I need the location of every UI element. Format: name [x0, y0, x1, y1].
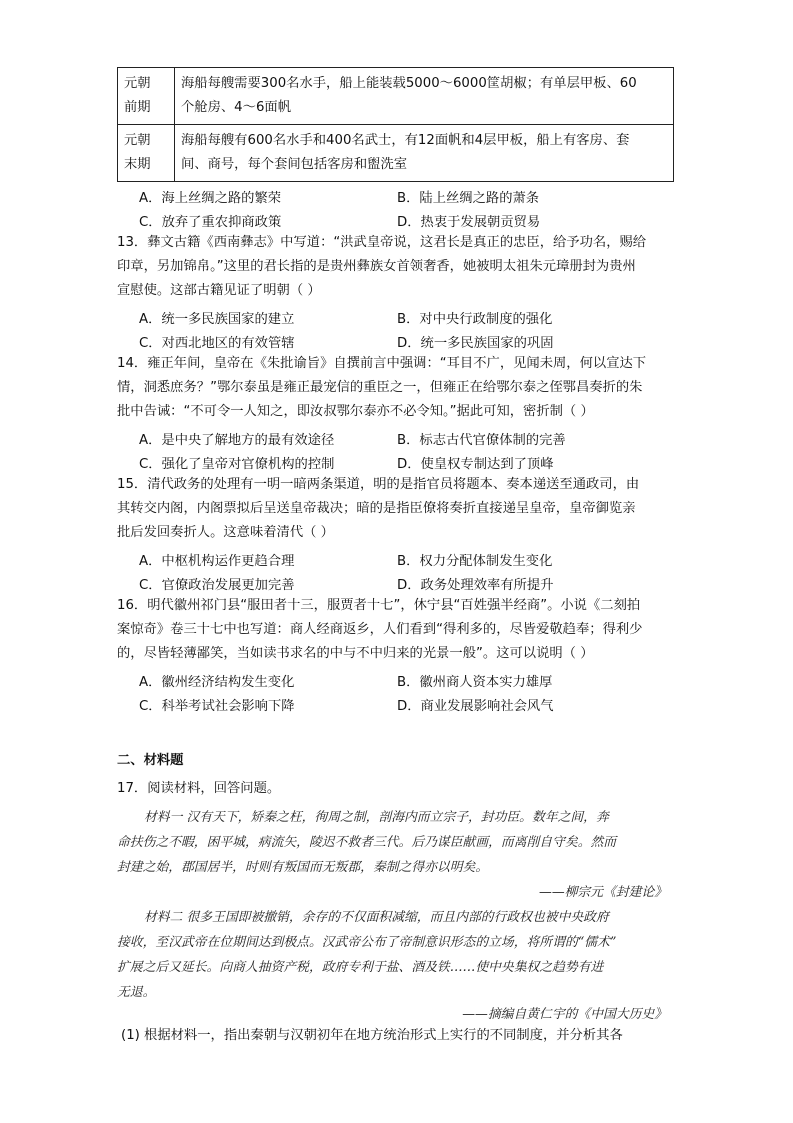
option-a: A．中枢机构运作更趋合理: [139, 554, 295, 569]
table-row: [118, 125, 674, 182]
option-d: D．统一多民族国家的巩固: [397, 336, 554, 351]
era-cell: [118, 125, 175, 182]
era-label: 元朝 末期: [124, 133, 151, 172]
era-label: 元朝 前期: [124, 76, 151, 115]
material-text: 材料二 很多王国即被撤销，余存的不仅面积减缩，而且内部的行政权也被中央政府: [144, 910, 609, 925]
option-c: C．科举考试社会影响下降: [139, 699, 295, 714]
option-d: D．商业发展影响社会风气: [397, 699, 554, 714]
question-text: 17．阅读材料，回答问题。: [117, 781, 281, 796]
question-text: 的，尽皆轻薄鄙笑，当如读书求名的中与不中归来的光景一般”。这可以说明（ ）: [117, 646, 594, 661]
material-source: ——摘编自黄仁宇的《中国大历史》: [462, 1007, 667, 1022]
option-a: A．海上丝绸之路的繁荣: [139, 191, 282, 206]
option-b: B．陆上丝绸之路的萧条: [397, 191, 540, 206]
description-line: 个舱房、4～6面帆: [181, 100, 291, 115]
question-text: 印章，另加锦帛。”这里的君长指的是贵州彝族女首领奢香，她被明太祖朱元璋册封为贵州: [117, 259, 636, 274]
description-line: 海船每艘需要300名水手，船上能装载5000～6000筐胡椒；有单层甲板、60: [181, 76, 637, 91]
question-text: 批中告诫：“不可令一人知之，即汝叔鄂尔泰亦不必令知。”据此可知，密折制（ ）: [117, 404, 594, 419]
question-text: 其转交内阁，内阁票拟后呈送皇帝裁决；暗的是指臣僚将奏折直接递呈皇帝，皇帝御览亲: [117, 501, 636, 516]
question-text: 宣慰使。这部古籍见证了明朝（ ）: [117, 283, 321, 298]
option-c: C．对西北地区的有效管辖: [139, 336, 295, 351]
description-line: 海船每艘有600名水手和400名武士，有12面帆和4层甲板，船上有客房、套: [181, 133, 630, 148]
option-c: C．放弃了重农抑商政策: [139, 215, 282, 230]
option-b: B．标志古代官僚体制的完善: [397, 433, 566, 448]
question-text: 批后发回奏折人。这意味着清代（ ）: [117, 525, 334, 540]
question-text: 情，洞悉庶务？”鄂尔泰虽是雍正最宠信的重臣之一，但雍正在给鄂尔泰之侄鄂昌奏折的朱: [117, 380, 643, 395]
question-text: 16．明代徽州祁门县“服田者十三，服贾者十七”，休宁县“百姓强半经商”。小说《二刻拍: [117, 598, 641, 613]
option-c: C．强化了皇帝对官僚机构的控制: [139, 457, 335, 472]
question-text: 案惊奇》卷三十七中也写道：商人经商返乡，人们看到“得利多的，尽皆爱敬趋奉；得利少: [117, 622, 643, 637]
question-text: 14．雍正年间，皇帝在《朱批谕旨》自撰前言中强调：“耳目不广，见闻未周，何以宣达下: [117, 356, 647, 371]
material-text: 扩展之后又延长。向商人抽资产税，政府专利于盐、酒及铁……使中央集权之趋势有进: [117, 960, 604, 975]
section-heading: 二、材料题: [117, 753, 184, 768]
option-d: D．热衷于发展朝贡贸易: [397, 215, 541, 230]
material-text: 封建之始，郡国居半，时则有叛国而无叛郡，秦制之得亦以明矣。: [117, 860, 489, 875]
option-c: C．官僚政治发展更加完善: [139, 578, 295, 593]
option-b: B．权力分配体制发生变化: [397, 554, 553, 569]
material-text: 命扶伤之不暇，困平城，病流矢，陵迟不救者三代。后乃谋臣献画，而离削自守矣。然而: [117, 835, 617, 850]
question-text: 13．彝文古籍《西南彝志》中写道：“洪武皇帝说，这君长是真正的忠臣，给予功名，赐给: [117, 235, 647, 250]
option-d: D．政务处理效率有所提升: [397, 578, 554, 593]
description-line: 间、商号，每个套间包括客房和盥洗室: [181, 157, 408, 172]
option-d: D．使皇权专制达到了顶峰: [397, 457, 554, 472]
option-a: A．是中央了解地方的最有效途径: [139, 433, 335, 448]
table-row: [118, 68, 674, 125]
question-text: 15．清代政务的处理有一明一暗两条渠道，明的是指官员将题本、奏本递送至通政司，由: [117, 477, 640, 492]
ship-comparison-table: [117, 67, 674, 182]
era-cell: [118, 68, 175, 125]
material-text: 无退。: [117, 985, 156, 1000]
option-b: B．对中央行政制度的强化: [397, 312, 553, 327]
sub-question: (1) 根据材料一，指出秦朝与汉朝初年在地方统治形式上实行的不同制度，并分析其各: [121, 1028, 623, 1043]
option-b: B．徽州商人资本实力雄厚: [397, 675, 553, 690]
description-cell: [175, 68, 674, 125]
description-cell: [175, 125, 674, 182]
material-source: ——柳宗元《封建论》: [539, 885, 667, 900]
material-text: 材料一 汉有天下，矫秦之枉，徇周之制，剖海内而立宗子，封功臣。数年之间，奔: [144, 810, 609, 825]
option-a: A．统一多民族国家的建立: [139, 312, 295, 327]
material-text: 接收，至汉武帝在位期间达到极点。汉武帝公布了帝制意识形态的立场，将所谓的“儒术”: [117, 935, 617, 950]
option-a: A．徽州经济结构发生变化: [139, 675, 295, 690]
